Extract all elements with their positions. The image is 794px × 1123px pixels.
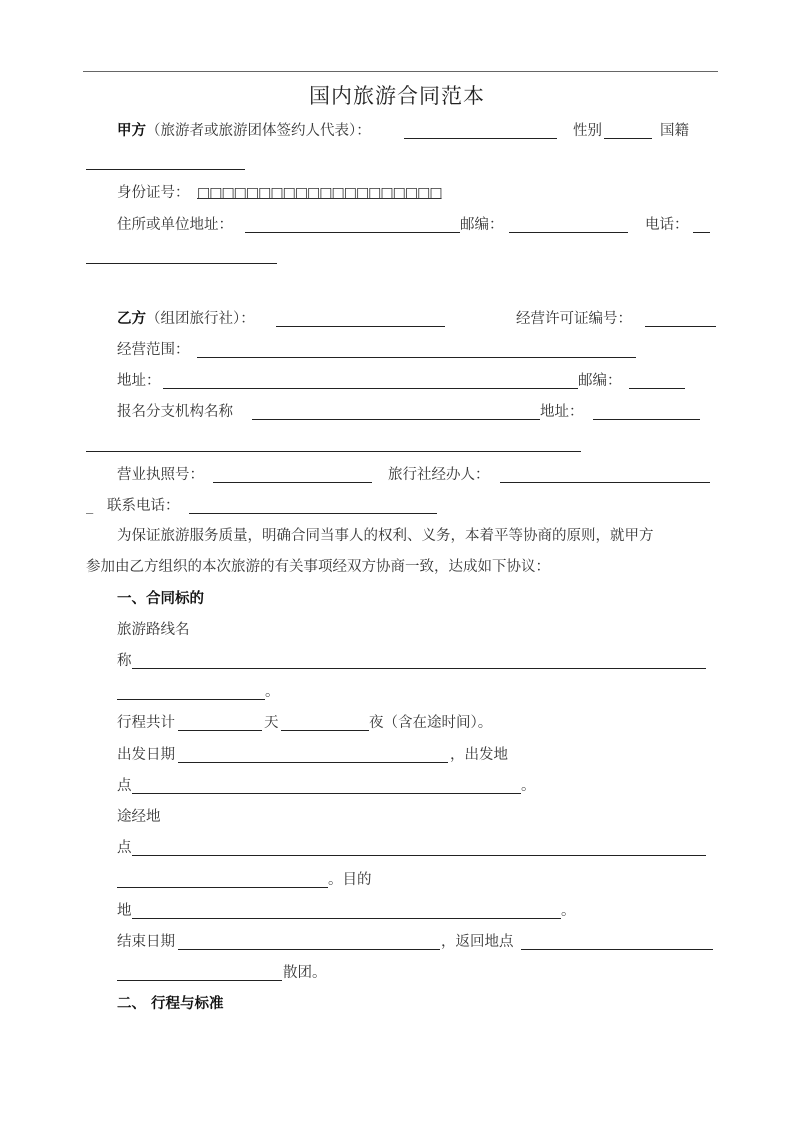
return-place-field[interactable]: [521, 949, 713, 950]
phone-label: 电话：: [645, 217, 689, 233]
preamble-line-2: 参加由乙方组织的本次旅游的有关事项经双方协商一致，达成如下协议：: [86, 559, 550, 575]
section-2-heading: 二、 行程与标准: [117, 995, 224, 1012]
duration-label: 行程共计: [117, 715, 175, 731]
branch-name-field[interactable]: [252, 419, 540, 420]
postcode-field[interactable]: [509, 232, 628, 233]
postcode-label: 邮编：: [460, 217, 504, 233]
party-b-note: （组团旅行社）：: [146, 311, 255, 327]
disband-label: 散团。: [283, 965, 327, 981]
scope-label: 经营范围：: [117, 342, 190, 358]
destination-label-cont: 地: [117, 903, 132, 919]
via-label-cont: 点: [117, 840, 132, 856]
b-postcode-field[interactable]: [629, 388, 685, 389]
depart-place-label-cont: 点: [117, 778, 132, 794]
branch-name-label: 报名分支机构名称: [117, 404, 233, 420]
gender-label: 性别: [573, 123, 602, 139]
license-field[interactable]: [645, 326, 716, 327]
preamble-line-1: 为保证旅游服务质量，明确合同当事人的权利、义务，本着平等协商的原则，就甲方: [117, 528, 654, 544]
header-rule: [83, 71, 718, 72]
license-label: 经营许可证编号：: [516, 311, 632, 327]
branch-address-field-cont[interactable]: [86, 451, 581, 452]
section-1-heading: 一、合同标的: [117, 590, 204, 607]
destination-period: 。: [561, 903, 576, 919]
address-label: 住所或单位地址：: [117, 217, 233, 233]
party-b-label: [117, 309, 255, 329]
party-a-note: （旅游者或旅游团体签约人代表）：: [146, 123, 371, 139]
depart-date-field[interactable]: [178, 762, 448, 763]
end-date-label: 结束日期: [117, 934, 175, 950]
phone-field[interactable]: [693, 232, 710, 233]
depart-place-field[interactable]: [132, 793, 521, 794]
agent-field-cont: _: [86, 498, 94, 514]
address-field[interactable]: [245, 232, 460, 233]
party-a-name-field[interactable]: [404, 138, 557, 139]
branch-address-label: 地址：: [540, 404, 584, 420]
b-postcode-label: 邮编：: [578, 373, 622, 389]
gender-field[interactable]: [604, 138, 652, 139]
route-field[interactable]: [132, 668, 706, 669]
b-address-field[interactable]: [163, 388, 578, 389]
nationality-field[interactable]: [86, 169, 245, 170]
via-field-cont[interactable]: [117, 887, 328, 888]
end-date-field[interactable]: [178, 949, 440, 950]
b-address-label: 地址：: [117, 373, 161, 389]
route-period: 。: [265, 684, 280, 700]
via-field[interactable]: [132, 855, 706, 856]
nights-label: 夜（含在途时间）。: [369, 715, 493, 731]
phone-field-cont[interactable]: [86, 263, 277, 264]
days-field[interactable]: [178, 730, 262, 731]
nights-field[interactable]: [281, 730, 369, 731]
id-label: 身份证号：: [117, 185, 190, 201]
party-a-heading: 甲方: [117, 122, 146, 139]
depart-place-label: ，出发地: [450, 747, 508, 763]
business-license-field[interactable]: [213, 482, 372, 483]
destination-label: 。目的: [328, 872, 372, 888]
agent-label: 旅行社经办人：: [388, 467, 490, 483]
route-field-cont[interactable]: [117, 699, 265, 700]
branch-address-field[interactable]: [593, 419, 700, 420]
days-label: 天: [264, 715, 279, 731]
route-label: 旅游路线名: [117, 622, 190, 638]
via-label: 途经地: [117, 809, 161, 825]
party-b-heading: 乙方: [117, 310, 146, 327]
business-license-label: 营业执照号：: [117, 467, 204, 483]
nationality-label: 国籍: [660, 123, 689, 139]
id-number-boxes[interactable]: □□□□□□□□□□□□□□□□□□□□: [197, 185, 442, 201]
depart-period: 。: [521, 778, 536, 794]
agent-field[interactable]: [500, 482, 710, 483]
return-place-field-cont[interactable]: [117, 980, 282, 981]
route-label-cont: 称: [117, 653, 132, 669]
scope-field[interactable]: [197, 357, 636, 358]
document-title: 国内旅游合同范本: [309, 84, 485, 108]
return-place-label: ，返回地点: [441, 934, 514, 950]
party-b-name-field[interactable]: [276, 326, 445, 327]
party-a-label: [117, 121, 371, 141]
contact-phone-field[interactable]: [189, 513, 437, 514]
destination-field[interactable]: [132, 918, 561, 919]
contact-phone-label: 联系电话：: [107, 498, 180, 514]
depart-date-label: 出发日期: [117, 747, 175, 763]
